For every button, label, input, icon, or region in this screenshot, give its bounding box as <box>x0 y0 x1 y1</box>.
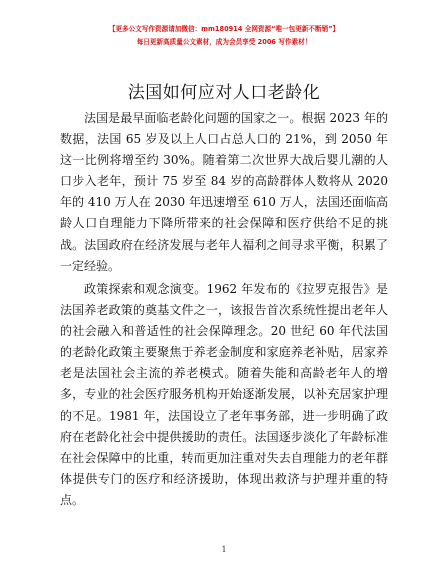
paragraph-line: 的社会融入和普适性的社会保障理念。20 世纪 60 年代法国 <box>60 324 388 339</box>
paragraph-line: 年的 410 万人在 2030 年迅速增至 610 万人，法国还面临高 <box>60 195 388 210</box>
paragraph-1 <box>60 108 388 277</box>
paragraph-line: 在社会保障中的比重，转而更加注重对失去自理能力的老年群 <box>60 450 388 465</box>
paragraph-2 <box>60 279 388 511</box>
paragraph-line: 龄人口自理能力下降所带来的社会保障和医疗供给不足的挑 <box>60 216 388 231</box>
paragraph-line: 多，专业的社会医疗服务机构开始逐渐发展，以补充居家护理 <box>60 387 388 402</box>
paragraph-line: 府在老龄化社会中提供援助的责任。法国逐步淡化了年龄标准 <box>60 429 388 444</box>
paragraph-line: 战。法国政府在经济发展与老年人福利之间寻求平衡，积累了 <box>60 237 388 252</box>
paragraph-line: 政策探索和观念演变。1962 年发布的《拉罗克报告》是 <box>84 282 388 296</box>
paragraph-line: 点。 <box>60 492 85 507</box>
paragraph-line: 法国是最早面临老龄化问题的国家之一。根据 2023 年的 <box>84 111 388 125</box>
paragraph-line: 的不足。1981 年，法国设立了老年事务部，进一步明确了政 <box>60 408 388 423</box>
page-number: 1 <box>221 545 227 554</box>
paragraph-line: 口步入老年，预计 75 岁至 84 岁的高龄群体人数将从 2020 <box>60 174 388 189</box>
document-title: 法国如何应对人口老龄化 <box>127 83 321 103</box>
paragraph-line: 数据，法国 65 岁及以上人口占总人口的 21%，到 2050 年 <box>60 132 388 147</box>
promo-banner-line-2: 每日更新高质量公文素材，成为会员享受 2006 写作素材！ <box>136 38 312 46</box>
paragraph-line: 的老龄化政策主要聚焦于养老金制度和家庭养老补贴，居家养 <box>60 345 388 360</box>
paragraph-line: 这一比例将增至约 30%。随着第二次世界大战后婴儿潮的人 <box>60 153 388 168</box>
paragraph-line: 老是法国社会主流的养老模式。随着失能和高龄老年人的增 <box>60 366 388 381</box>
promo-banner-line-1: 【更多公文写作资源请加微信：mm180914 全网资源“唯一包更新不断销”】 <box>108 25 340 33</box>
paragraph-line: 一定经验。 <box>60 258 121 273</box>
paragraph-line: 体提供专门的医疗和经济援助，体现出救济与护理并重的特 <box>60 471 388 486</box>
paragraph-line: 法国养老政策的奠基文件之一，该报告首次系统性提出老年人 <box>60 303 388 318</box>
